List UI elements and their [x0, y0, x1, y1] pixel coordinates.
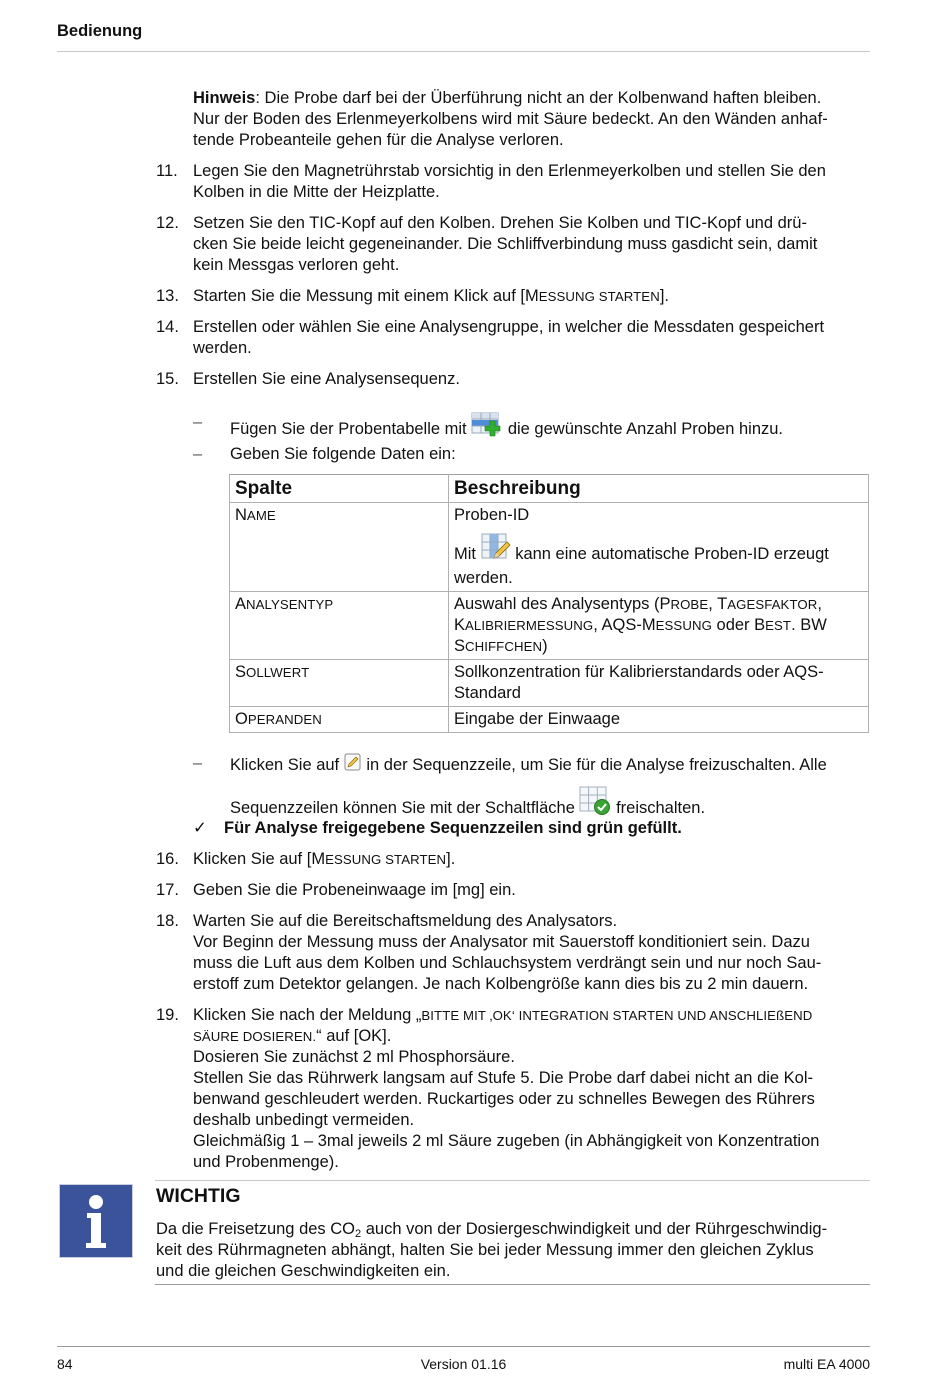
description-cell: Auswahl des Analysentyps (PROBE, TAGESFAKTOR, KALIBRIERMESSUNG, AQS-MESSUNG oder BEST. BW SCHIFFCHEN)	[449, 592, 869, 660]
check-mark-icon: ✓	[193, 819, 207, 837]
step-11-line-2: Kolben in die Mitte der Heizplatte.	[193, 183, 440, 201]
step-number: 19.	[156, 1006, 179, 1024]
step-12-line-1: Setzen Sie den TIC-Kopf auf den Kolben. Drehen Sie Kolben und TIC-Kopf und drü-	[193, 214, 807, 232]
edit-pencil-icon	[344, 753, 362, 778]
substep-enable-row: Klicken Sie auf in der Sequenzzeile, um Sie für die Analyse freizuschalten. Alle	[230, 753, 827, 778]
page-number: 84	[57, 1356, 73, 1372]
sequence-columns-table	[229, 474, 869, 733]
step-19-line-4: Stellen Sie das Rührwerk langsam auf Stufe 5. Die Probe darf dabei nicht an die Kol-	[193, 1069, 814, 1087]
hint-line-2: Nur der Boden des Erlenmeyerkolbens wird mit Säure bedeckt. An den Wänden anhaf-	[193, 110, 828, 128]
step-19-line-5: benwand geschleudert werden. Ruckartiges oder zu schnelles Bewegen des Rührers	[193, 1090, 815, 1108]
note-divider-bottom	[155, 1284, 870, 1285]
bullet-dash: –	[193, 445, 203, 463]
step-number: 18.	[156, 912, 179, 930]
column-name-cell: NAME	[230, 503, 449, 592]
step-19-line-3: Dosieren Sie zunächst 2 ml Phosphorsäure.	[193, 1048, 515, 1066]
section-title: Bedienung	[57, 22, 143, 40]
add-rows-table-icon	[471, 412, 503, 444]
result-text: Für Analyse freigegebene Sequenzzeilen sind grün gefüllt.	[224, 819, 682, 837]
column-name-cell: OPERANDEN	[230, 707, 449, 733]
header-divider	[57, 51, 870, 52]
bullet-dash: –	[193, 754, 203, 772]
step-19-line-6: deshalb unbedingt vermeiden.	[193, 1111, 415, 1129]
note-body: Da die Freisetzung des $CO_2$ auch von der Dosiergeschwindigkeit und der Rührgeschwindig- keit des Rührmagneten abhängt, halten Sie bei jeder Messung immer den gleichen Zyklus und die gleichen Geschwindigkeiten ein.	[156, 1220, 828, 1280]
description-cell: Sollkonzentration für Kalibrierstandards oder AQS- Standard	[449, 660, 869, 707]
step-15-text: Erstellen Sie eine Analysensequenz.	[193, 370, 460, 388]
step-13-text: Starten Sie die Messung mit einem Klick auf [MESSUNG STARTEN].	[193, 287, 669, 305]
substep-enable-all: Sequenzzeilen können Sie mit der Schaltfläche freischalten.	[230, 786, 705, 822]
step-number: 11.	[156, 162, 178, 180]
column-header-beschreibung: Beschreibung	[449, 475, 869, 503]
step-12-line-2: cken Sie beide leicht gegeneinander. Die Schliffverbindung muss gasdicht sein, damit	[193, 235, 818, 253]
table-row	[230, 707, 869, 733]
step-11-line-1: Legen Sie den Magnetrührstab vorsichtig in den Erlenmeyerkolben und stellen Sie den	[193, 162, 826, 180]
step-19-line-8: und Probenmenge).	[193, 1153, 339, 1171]
substep-enter-data: Geben Sie folgende Daten ein:	[230, 445, 456, 463]
step-number: 14.	[156, 318, 179, 336]
description-cell: Proben-ID Mit kann eine automatische Proben-ID erzeugt werden.	[449, 503, 869, 592]
step-18-line-4: erstoff zum Detektor gelangen. Je nach Kolbengröße kann dies bis zu 2 min dauern.	[193, 975, 809, 993]
product-name: multi EA 4000	[783, 1356, 870, 1372]
step-number: 12.	[156, 214, 179, 232]
substep-add-samples: Fügen Sie der Probentabelle mit die gewünschte Anzahl Proben hinzu.	[230, 412, 783, 444]
step-12-line-3: kein Messgas verloren geht.	[193, 256, 400, 274]
table-header-row	[230, 475, 869, 503]
table-check-icon	[579, 786, 611, 822]
step-number: 16.	[156, 850, 179, 868]
step-16-text: Klicken Sie auf [MESSUNG STARTEN].	[193, 850, 456, 868]
footer-divider	[57, 1346, 870, 1347]
hint-label: Hinweis	[193, 89, 256, 107]
table-row	[230, 660, 869, 707]
step-17-text: Geben Sie die Probeneinwaage im [mg] ein.	[193, 881, 516, 899]
hint-line-3: tende Probeanteile gehen für die Analyse verloren.	[193, 131, 564, 149]
column-name-cell: ANALYSENTYP	[230, 592, 449, 660]
hint-line-1: Hinweis: Die Probe darf bei der Überführung nicht an der Kolbenwand haften bleiben.	[193, 89, 822, 107]
auto-id-table-pencil-icon	[481, 532, 511, 568]
note-title: WICHTIG	[156, 1185, 241, 1207]
info-icon	[59, 1184, 133, 1258]
step-19-line-7: Gleichmäßig 1 – 3mal jeweils 2 ml Säure zugeben (in Abhängigkeit von Konzentration	[193, 1132, 820, 1150]
step-18-line-2: Vor Beginn der Messung muss der Analysator mit Sauerstoff konditioniert sein. Dazu	[193, 933, 810, 951]
document-version: Version 01.16	[420, 1356, 507, 1372]
column-header-spalte: Spalte	[230, 475, 449, 503]
step-19-line-1: Klicken Sie nach der Meldung „BITTE MIT ‚OK‘ INTEGRATION STARTEN UND ANSCHLIEßEND	[193, 1006, 813, 1024]
note-divider-top	[155, 1180, 870, 1181]
column-name-cell: SOLLWERT	[230, 660, 449, 707]
step-14-line-2: werden.	[193, 339, 252, 357]
step-14-line-1: Erstellen oder wählen Sie eine Analysengruppe, in welcher die Messdaten gespeichert	[193, 318, 825, 336]
step-18-line-3: muss die Luft aus dem Kolben und Schlauchsystem verdrängt sein und nur noch Sau-	[193, 954, 822, 972]
step-number: 15.	[156, 370, 179, 388]
step-19-line-2: SÄURE DOSIEREN.“ auf [OK].	[193, 1027, 392, 1045]
table-row	[230, 503, 869, 592]
step-number: 13.	[156, 287, 179, 305]
table-row	[230, 592, 869, 660]
step-18-line-1: Warten Sie auf die Bereitschaftsmeldung des Analysators.	[193, 912, 618, 930]
step-number: 17.	[156, 881, 179, 899]
bullet-dash: –	[193, 413, 203, 431]
description-cell: Eingabe der Einwaage	[449, 707, 869, 733]
